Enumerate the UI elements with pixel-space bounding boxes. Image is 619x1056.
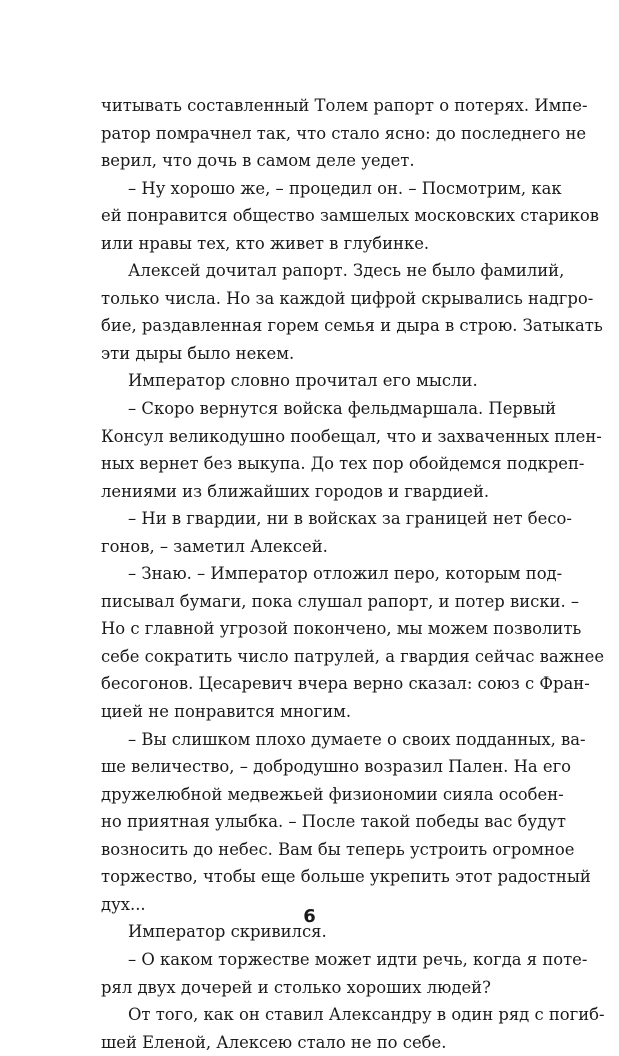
text-line: бесогонов. Цесаревич вчера верно сказал: союз с Фран- [101, 674, 590, 694]
text-line: – О каком торжестве может идти речь, когда я поте- [128, 949, 588, 969]
text-line: Но с главной угрозой покончено, мы можем позволить [101, 619, 582, 639]
text-line: эти дыры было некем. [101, 343, 295, 363]
text-line: шей Еленой, Алексею стало не по себе. [101, 1032, 447, 1052]
text-line: Император скривился. [128, 922, 327, 942]
text-line: лениями из ближайших городов и гвардией. [101, 481, 490, 501]
text-line: – Скоро вернутся войска фельдмаршала. Первый [128, 399, 557, 419]
text-line: Император словно прочитал его мысли. [128, 371, 478, 391]
text-line: дружелюбной медвежьей физиономии сияла особен- [101, 784, 564, 804]
text-line: ратор помрачнел так, что стало ясно: до последнего не [101, 123, 587, 143]
text-line: ных вернет без выкупа. До тех пор обойдемся подкреп- [101, 454, 585, 474]
text-line: но приятная улыбка. – После такой победы вас будут [101, 812, 566, 832]
page-number: 6 [303, 906, 316, 927]
text-line: писывал бумаги, пока слушал рапорт, и потер виски. – [101, 591, 580, 611]
text-line: – Знаю. – Император отложил перо, которым под- [128, 564, 563, 584]
text-line: или нравы тех, кто живет в глубинке. [101, 233, 430, 253]
text-line: – Ну хорошо же, – процедил он. – Посмотрим, как [128, 178, 562, 198]
text-line: От того, как он ставил Александру в один ряд с погиб- [128, 1005, 605, 1025]
text-line: бие, раздавленная горем семья и дыра в строю. Затыкать [101, 316, 603, 336]
text-line: возносить до небес. Вам бы теперь устроить огромное [101, 839, 575, 859]
text-line: ше величество, – добродушно возразил Пален. На его [101, 757, 572, 777]
text-line: цией не понравится многим. [101, 702, 352, 722]
text-line: Алексей дочитал рапорт. Здесь не было фамилий, [128, 261, 565, 281]
text-line: себе сократить число патрулей, а гвардия сейчас важнее [101, 646, 605, 666]
text-line: торжество, чтобы еще больше укрепить этот радостный [101, 867, 591, 887]
text-line: Консул великодушно пообещал, что и захваченных плен- [101, 426, 602, 446]
text-line: гонов, – заметил Алексей. [101, 536, 328, 556]
text-line: – Ни в гвардии, ни в войсках за границей нет бесо- [128, 509, 572, 529]
text-line: верил, что дочь в самом деле уедет. [101, 151, 415, 171]
text-line: – Вы слишком плохо думаете о своих подданных, ва- [128, 729, 586, 749]
text-line: рял двух дочерей и столько хороших людей? [101, 977, 491, 997]
text-line: читывать составленный Толем рапорт о потерях. Импе- [101, 96, 588, 115]
text-line: только числа. Но за каждой цифрой скрывались надгро- [101, 288, 594, 308]
text-line: ей понравится общество замшелых московских стариков [101, 206, 600, 226]
text-line: дух... [101, 894, 146, 914]
